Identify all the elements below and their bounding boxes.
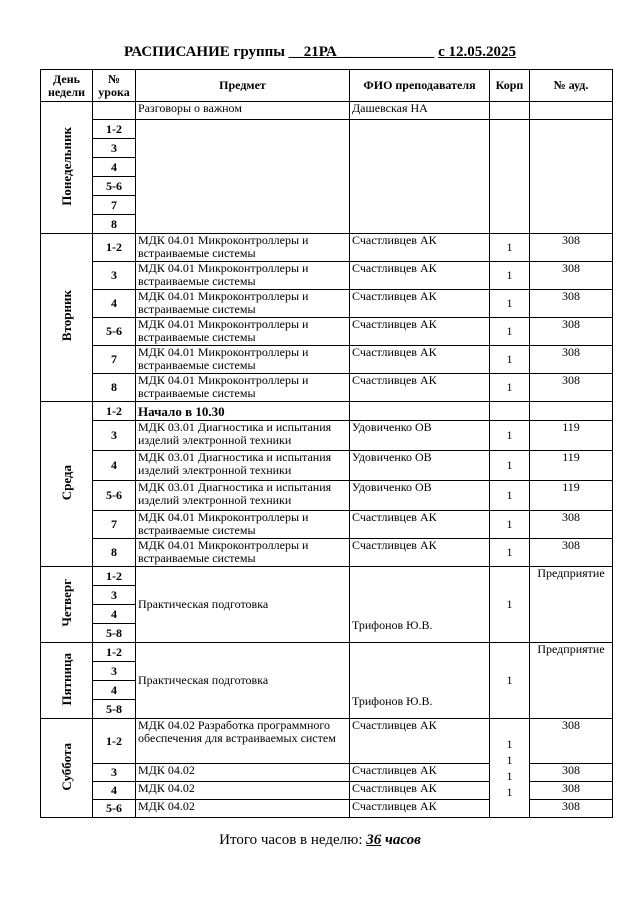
lesson-number: 3 (93, 586, 136, 605)
day-cell-tuesday: Вторник (41, 234, 93, 402)
aud-cell: 308 (530, 539, 613, 567)
footer-hours: 36 (366, 832, 382, 848)
table-row (41, 539, 613, 567)
footer-label: Итого часов в неделю: (219, 832, 363, 848)
title-prefix: РАСПИСАНИЕ группы (124, 44, 285, 60)
aud-cell: Предприятие (530, 567, 613, 643)
lesson-number: 1-2 (93, 643, 136, 662)
aud-cell: 119 (530, 451, 613, 481)
subject-cell: МДК 03.01 Диагностика и испытания изделий электронной техники (136, 421, 350, 451)
subject-cell: МДК 04.01 Микроконтроллеры и встраиваемые системы (136, 318, 350, 346)
subject-cell: Практическая подготовка (136, 567, 350, 643)
aud-cell: 308 (530, 719, 613, 764)
table-row (41, 481, 613, 511)
subject-cell: МДК 03.01 Диагностика и испытания изделий электронной техники (136, 481, 350, 511)
header-day: День недели (41, 70, 93, 102)
lesson-number: 3 (93, 421, 136, 451)
table-row (41, 451, 613, 481)
teacher-cell: Счастливцев АК (350, 234, 490, 262)
subject-cell: МДК 04.01 Микроконтроллеры и встраиваемые системы (136, 539, 350, 567)
lesson-number: 8 (93, 539, 136, 567)
table-row (41, 374, 613, 402)
aud-cell: Предприятие (530, 643, 613, 719)
table-row (41, 262, 613, 290)
teacher-cell (350, 120, 490, 234)
lesson-number: 1-2 (93, 567, 136, 586)
header-lesson: № урока (93, 70, 136, 102)
table-row (41, 421, 613, 451)
korp-cell: 1 (490, 346, 530, 374)
lesson-number: 1-2 (93, 120, 136, 139)
korp-cell: 1 (490, 421, 530, 451)
lesson-number: 4 (93, 158, 136, 177)
subject-cell: МДК 04.02 (136, 800, 350, 818)
subject-cell: МДК 04.01 Микроконтроллеры и встраиваемые системы (136, 374, 350, 402)
table-row (41, 120, 613, 139)
lesson-number: 4 (93, 605, 136, 624)
lesson-number: 7 (93, 511, 136, 539)
lesson-number: 3 (93, 662, 136, 681)
teacher-cell: Счастливцев АК (350, 800, 490, 818)
start-time-note: Начало в 10.30 (136, 402, 350, 421)
subject-cell: МДК 04.02 (136, 764, 350, 782)
teacher-cell: Счастливцев АК (350, 719, 490, 764)
subject-cell: Практическая подготовка (136, 643, 350, 719)
subject-cell: МДК 04.01 Микроконтроллеры и встраиваемые системы (136, 262, 350, 290)
subject-cell: МДК 04.02 Разработка программного обеспечения для встраиваемых систем (136, 719, 350, 764)
aud-cell: 308 (530, 764, 613, 782)
korp-cell: 1 (490, 374, 530, 402)
table-row (41, 719, 613, 764)
table-row (41, 402, 613, 421)
lesson-number: 1-2 (93, 234, 136, 262)
korp-cell: 1 (490, 539, 530, 567)
aud-cell: 119 (530, 481, 613, 511)
table-row (41, 346, 613, 374)
aud-cell: 308 (530, 262, 613, 290)
teacher-cell: Счастливцев АК (350, 539, 490, 567)
lesson-number: 3 (93, 262, 136, 290)
korp-cell: 1 (490, 318, 530, 346)
aud-cell (530, 120, 613, 234)
subject-cell: МДК 04.01 Микроконтроллеры и встраиваемые системы (136, 511, 350, 539)
table-row (41, 102, 613, 120)
lesson-number: 4 (93, 782, 136, 800)
aud-cell: 308 (530, 800, 613, 818)
lesson-number: 5-8 (93, 700, 136, 719)
lesson-number: 7 (93, 196, 136, 215)
lesson-number: 7 (93, 346, 136, 374)
korp-cell: 1 (490, 567, 530, 643)
aud-cell: 308 (530, 318, 613, 346)
teacher-cell: Счастливцев АК (350, 782, 490, 800)
lesson-number: 3 (93, 139, 136, 158)
subject-cell: МДК 03.01 Диагностика и испытания изделий электронной техники (136, 451, 350, 481)
page-title (0, 44, 640, 61)
teacher-cell: Удовиченко ОВ (350, 451, 490, 481)
aud-cell: 308 (530, 374, 613, 402)
header-teacher: ФИО преподавателя (350, 70, 490, 102)
aud-cell: 308 (530, 346, 613, 374)
day-cell-thursday: Четверг (41, 567, 93, 643)
subject-cell (136, 120, 350, 234)
title-group: __21РА_____________ (288, 44, 435, 60)
lesson-number: 3 (93, 764, 136, 782)
lesson-number: 8 (93, 374, 136, 402)
day-cell-monday: Понедельник (41, 102, 93, 234)
korp-cell: 1 (490, 234, 530, 262)
lesson-number: 4 (93, 681, 136, 700)
teacher-cell: Счастливцев АК (350, 511, 490, 539)
subject-cell: МДК 04.01 Микроконтроллеры и встраиваемые системы (136, 234, 350, 262)
lesson-number: 5-6 (93, 177, 136, 196)
aud-cell: 119 (530, 421, 613, 451)
subject-cell: МДК 04.01 Микроконтроллеры и встраиваемые системы (136, 290, 350, 318)
lesson-number: 8 (93, 215, 136, 234)
table-row (41, 318, 613, 346)
schedule-table (40, 69, 613, 818)
teacher-cell: Счастливцев АК (350, 764, 490, 782)
teacher-cell: Счастливцев АК (350, 346, 490, 374)
lesson-number: 4 (93, 290, 136, 318)
table-row (41, 567, 613, 586)
table-row (41, 511, 613, 539)
day-cell-friday: Пятница (41, 643, 93, 719)
korp-cell: 1 1 1 1 (490, 719, 530, 818)
day-cell-saturday: Суббота (41, 719, 93, 818)
table-row (41, 234, 613, 262)
header-subject: Предмет (136, 70, 350, 102)
header-aud: № ауд. (530, 70, 613, 102)
aud-cell: 308 (530, 511, 613, 539)
korp-cell: 1 (490, 290, 530, 318)
day-cell-wednesday: Среда (41, 402, 93, 567)
lesson-number: 1-2 (93, 719, 136, 764)
lesson-number: 5-6 (93, 800, 136, 818)
teacher-cell: Счастливцев АК (350, 374, 490, 402)
lesson-number: 5-6 (93, 318, 136, 346)
weekly-hours-total (0, 832, 640, 849)
korp-cell: 1 (490, 451, 530, 481)
teacher-cell: Счастливцев АК (350, 290, 490, 318)
subject-cell: МДК 04.02 (136, 782, 350, 800)
korp-cell: 1 (490, 262, 530, 290)
aud-cell: 308 (530, 290, 613, 318)
korp-cell (490, 120, 530, 234)
aud-cell: 308 (530, 234, 613, 262)
teacher-cell: Дашевская НА (350, 102, 490, 120)
table-header-row (41, 70, 613, 102)
aud-cell: 308 (530, 782, 613, 800)
korp-cell: 1 (490, 643, 530, 719)
teacher-cell: Удовиченко ОВ (350, 421, 490, 451)
table-row (41, 290, 613, 318)
header-korp: Корп (490, 70, 530, 102)
title-date: с 12.05.2025 (438, 44, 516, 60)
table-row (41, 643, 613, 662)
teacher-cell: Удовиченко ОВ (350, 481, 490, 511)
lesson-number: 4 (93, 451, 136, 481)
lesson-number: 5-6 (93, 481, 136, 511)
subject-cell: МДК 04.01 Микроконтроллеры и встраиваемые системы (136, 346, 350, 374)
teacher-cell: Счастливцев АК (350, 262, 490, 290)
footer-unit: часов (385, 832, 421, 848)
teacher-cell: Трифонов Ю.В. (350, 567, 490, 643)
subject-cell: Разговоры о важном (136, 102, 350, 120)
korp-cell: 1 (490, 511, 530, 539)
korp-cell: 1 (490, 481, 530, 511)
teacher-cell: Трифонов Ю.В. (350, 643, 490, 719)
lesson-number: 5-8 (93, 624, 136, 643)
teacher-cell: Счастливцев АК (350, 318, 490, 346)
lesson-number: 1-2 (93, 402, 136, 421)
